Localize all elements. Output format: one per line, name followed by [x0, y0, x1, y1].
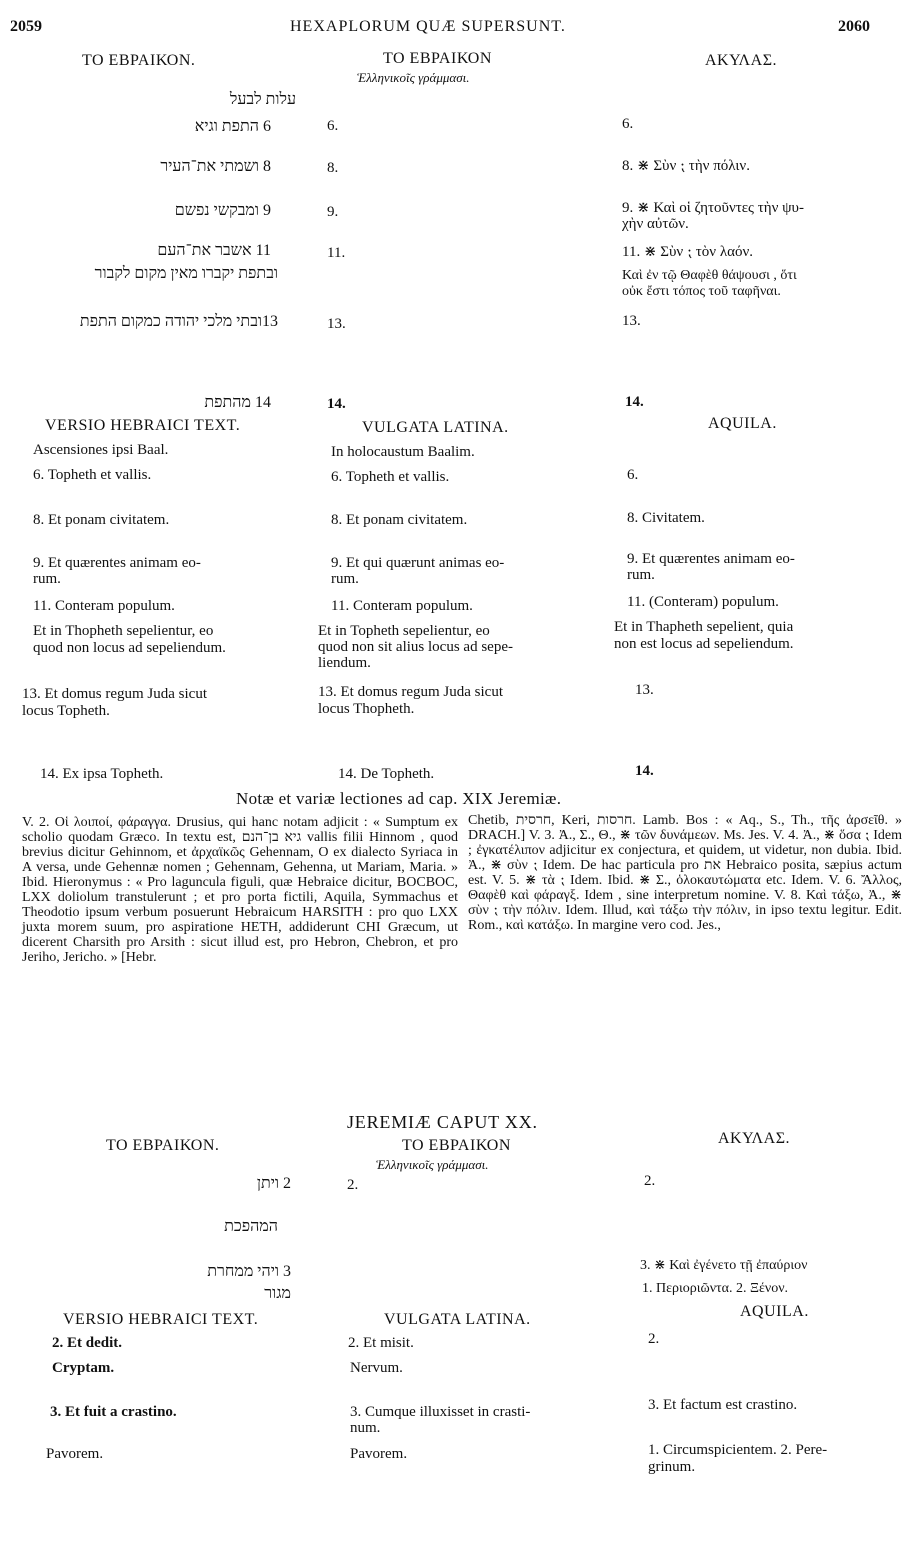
versio-cell: 3. Et fuit a crastino.	[50, 1404, 177, 1420]
col-head-hebrew: ΤΟ ΕΒΡΑΙΚΟΝ.	[82, 52, 196, 69]
vulgata-cell: 11. Conteram populum.	[331, 598, 473, 614]
vulgata-cell: 14. De Topheth.	[338, 766, 435, 782]
aquila-row: 8. ⋇ Σὺν ⁏ τὴν πόλιν.	[622, 158, 750, 174]
versio-cell: 9. Et quærentes animam eo- rum.	[33, 555, 201, 587]
vulgata-cell: In holocaustum Baalim.	[331, 444, 475, 460]
hebrew-row: 9 ומבקשי נפשם	[174, 202, 271, 219]
running-title: HEXAPLORUM QUÆ SUPERSUNT.	[290, 18, 566, 35]
vulgata-cell: 13. Et domus regum Juda sicut locus Thopheth.	[318, 684, 503, 717]
aquila-cell: 2.	[648, 1331, 660, 1347]
col-head-aquila: ΑΚΥΛΑΣ.	[705, 52, 778, 69]
vulgata-cell: Nervum.	[350, 1360, 403, 1376]
versio-cell: Ascensiones ipsi Baal.	[33, 442, 169, 458]
translit-row: 6.	[327, 118, 339, 134]
vulgata-cell: 3. Cumque illuxisset in crasti- num.	[350, 1404, 531, 1436]
aquila-row: 1. Περιοριῶντα. 2. Ξένον.	[642, 1281, 789, 1296]
aquila-cell: Et in Thapheth sepelient, quia non est locus ad sepeliendum.	[614, 619, 794, 652]
col-subhead-transliteration-2: Ἑλληνικοῖς γράμμασι.	[376, 1157, 489, 1172]
aquila-cell: 13.	[635, 682, 654, 698]
vulgata-cell: 6. Topheth et vallis.	[331, 469, 450, 485]
col-subhead-transliteration: Ἑλληνικοῖς γράμμασι.	[357, 70, 470, 85]
page-number-left: 2059	[10, 18, 42, 35]
hebrew-row: המהפכת	[224, 1218, 278, 1235]
hebrew-row: 8 ושמתי את־העיר	[160, 158, 271, 175]
versio-cell: Cryptam.	[52, 1360, 115, 1376]
vulgata-cell: 8. Et ponam civitatem.	[331, 512, 468, 528]
aquila-row: 14.	[625, 394, 644, 410]
notes-right-column: Chetib, חרסית, Keri, חרסות. Lamb. Bos : « Aq., S., Th., τῆς ἀρσεῖθ. » DRACH.] V. 3. Ἀ., Σ., Θ., ⋇ τῶν δυνάμεων. Ms. Jes. V. 4. Ἀ., ⋇ ὅσα ⁏ Idem ; ἐγκατέλιπον adjicitur ex conjectura, et quidem, ut videtur, non dubia. Ibid. Ἀ., ⋇ σὺν ⁏ Idem. De hac particula pro את Hebraico posita, sæpius actum est. V. 5. ⋇ τὰ ⁏ Idem. Ibid. ⋇ Σ., ὁλοκαυτώματα etc. Idem. V. 6. Ἄλλος, Θαφὲθ καὶ φάραγξ. Idem , sine interpretum nomine. V. 8. Καὶ τάξω, Ἀ., ⋇ σὺν ⁏ τὴν πόλιν. Idem. Illud, καὶ τάξω τὴν πόλιν, in ipso textu legitur. Edit. Rom., καὶ κατάξω. In margine vero cod. Jes.,	[468, 813, 902, 933]
hebrew-row: ובתפת יקברו מאין מקום לקבור	[94, 265, 278, 282]
hebrew-row: מגור	[264, 1285, 291, 1302]
aquila-cell: 6.	[627, 467, 639, 483]
aquila-row: 9. ⋇ Καὶ οἱ ζητοῦντες τὴν ψυ- χὴν αὐτῶν.	[622, 200, 804, 232]
versio-cell: Pavorem.	[46, 1446, 104, 1462]
vulgata-cell: 2. Et misit.	[348, 1335, 414, 1351]
aquila-cell: 11. (Conteram) populum.	[627, 594, 779, 610]
translit-row: 13.	[327, 316, 346, 332]
col-head-aquila-2: ΑΚΥΛΑΣ.	[718, 1130, 791, 1147]
aquila-row: Καὶ ἐν τῷ Θαφὲθ θάψουσι , ὅτι οὐκ ἔστι τόπος τοῦ ταφῆναι.	[622, 268, 797, 299]
hebrew-row: 6 התפת וגיא	[194, 118, 271, 135]
col-head-vulgata-2: VULGATA LATINA.	[384, 1311, 531, 1328]
translit-row: 14.	[327, 396, 346, 412]
notes-title: Notæ et variæ lectiones ad cap. XIX Jeremiæ.	[236, 789, 562, 808]
aquila-row: 3. ⋇ Καὶ ἐγένετο τῇ ἐπαύριον	[640, 1258, 808, 1273]
aquila-row: 11. ⋇ Σὺν ⁏ τὸν λαόν.	[622, 244, 753, 260]
translit-row: 11.	[327, 245, 346, 261]
col-head-versio-2: VERSIO HEBRAICI TEXT.	[63, 1311, 259, 1328]
aquila-cell: 9. Et quærentes animam eo- rum.	[627, 551, 795, 583]
vulgata-cell: Et in Topheth sepelientur, eo quod non sit alius locus ad sepe- liendum.	[318, 623, 513, 671]
versio-cell: 6. Topheth et vallis.	[33, 467, 152, 483]
translit-row: 2.	[347, 1177, 359, 1193]
vulgata-cell: 9. Et qui quærunt animas eo- rum.	[331, 555, 505, 587]
col-head-aquila-latin-2: AQUILA.	[740, 1303, 809, 1320]
versio-cell: Et in Thopheth sepelientur, eo quod non locus ad sepeliendum.	[33, 623, 226, 656]
aquila-row: 13.	[622, 313, 641, 329]
hebrew-title: עלות לבעל	[229, 91, 296, 108]
col-head-transliteration-2: ΤΟ ΕΒΡΑΙΚΟΝ	[402, 1137, 511, 1154]
hebrew-row: 14 מהתפת	[204, 394, 271, 411]
col-head-transliteration: ΤΟ ΕΒΡΑΙΚΟΝ	[383, 50, 492, 67]
hebrew-row: 3 ויהי ממחרת	[207, 1263, 291, 1280]
versio-cell: 13. Et domus regum Juda sicut locus Topheth.	[22, 686, 207, 719]
chapter-title: JEREMIÆ CAPUT XX.	[347, 1112, 538, 1132]
vulgata-cell: Pavorem.	[350, 1446, 408, 1462]
versio-cell: 8. Et ponam civitatem.	[33, 512, 170, 528]
translit-row: 8.	[327, 160, 339, 176]
col-head-hebrew-2: ΤΟ ΕΒΡΑΙΚΟΝ.	[106, 1137, 220, 1154]
notes-left-column: V. 2. Οἱ λοιποί, φάραγγα. Drusius, qui hanc notam adjicit : « Sumptum ex scholio quodam Græco. In textu est, גיא בן־הנם vallis filii Hinnom , quod brevius dicitur Gehinnom, et ἀρχαϊκῶς Gehennam, O ex dialecto Syriaca in A versa, unde Gehennæ nomen ; Gehennam, Gehenna, ut Mariam, Maria. » Ibid. Hieronymus : « Pro laguncula figuli, quæ Hebraice dicitur, BOCBOC, LXX doliolum transtulerunt ; et pro porta fictili, Aquila, Symmachus et Theodotio ipsum verbum posuerunt Hebraicum HARSITH : pro quo LXX juxta morem suum, pro aspiratione HETH, addiderunt CHI Græcum, ut dicerent Charsith pro Arsith : sicut illud est, pro Hebron, Chebron, et pro Jeriho, Jericho. » [Hebr.	[22, 815, 458, 965]
aquila-cell: 8. Civitatem.	[627, 510, 705, 526]
hebrew-row: 11 אשבר את־העם	[157, 242, 271, 259]
col-head-vulgata: VULGATA LATINA.	[362, 419, 509, 436]
aquila-row: 6.	[622, 116, 634, 132]
aquila-cell: 3. Et factum est crastino.	[648, 1397, 798, 1413]
versio-cell: 2. Et dedit.	[52, 1335, 123, 1351]
aquila-cell: 1. Circumspicientem. 2. Pere- grinum.	[648, 1442, 828, 1475]
versio-cell: 11. Conteram populum.	[33, 598, 175, 614]
aquila-cell: 14.	[635, 763, 654, 779]
translit-row: 9.	[327, 204, 339, 220]
col-head-versio: VERSIO HEBRAICI TEXT.	[45, 417, 241, 434]
col-head-aquila-latin: AQUILA.	[708, 415, 777, 432]
aquila-row: 2.	[644, 1173, 656, 1189]
page-number-right: 2060	[838, 18, 870, 35]
hebrew-row: 13ובתי מלכי יהודה כמקום התפת	[79, 313, 278, 330]
versio-cell: 14. Ex ipsa Topheth.	[40, 766, 164, 782]
hebrew-row: 2 ויתן	[256, 1175, 291, 1192]
